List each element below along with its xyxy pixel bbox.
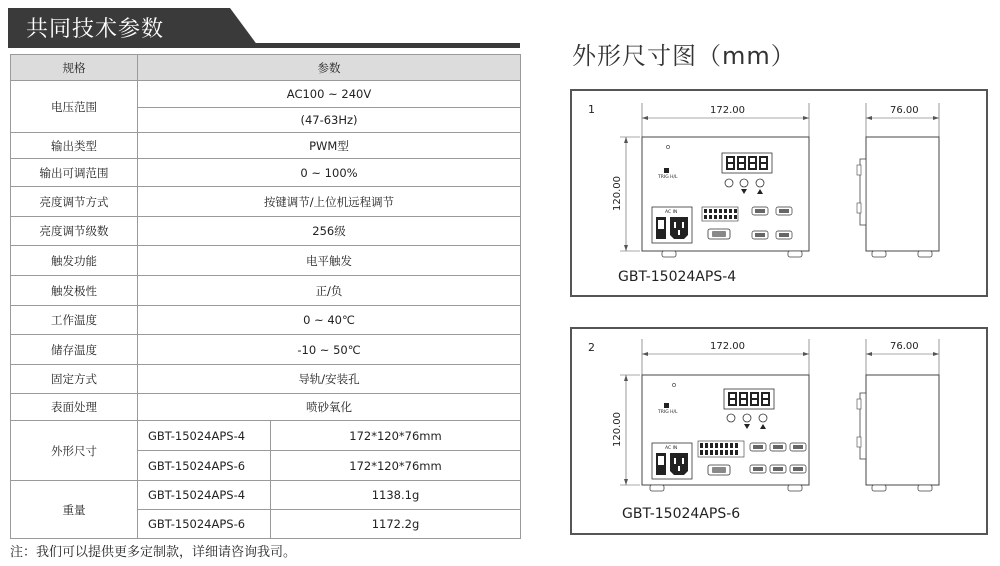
row-label: 亮度调节方式 [11,187,138,217]
row-value: PWM型 [138,133,521,159]
table-row [11,246,521,276]
section-divider [8,43,520,48]
row-label: 表面处理 [11,394,138,421]
size-value: 172*120*76mm [271,421,521,451]
front-and-side-drawing [572,91,986,295]
weight-value: 1138.1g [271,481,521,510]
weight-model: GBT-15024APS-4 [138,481,271,510]
dimension-panel-2 [570,327,988,535]
table-row [11,159,521,187]
row-label: 触发极性 [11,276,138,306]
size-value: 172*120*76mm [271,451,521,481]
width-dimension: 172.00 [710,105,745,116]
row-label: 输出类型 [11,133,138,159]
table-row [11,133,521,159]
table-row [11,217,521,246]
height-dimension: 120.00 [612,412,623,447]
table-row [11,335,521,365]
row-label: 亮度调节级数 [11,217,138,246]
table-row [11,81,521,108]
row-label: 输出可调范围 [11,159,138,187]
row-value: -10 ~ 50℃ [138,335,521,365]
table-row [11,306,521,335]
ac-in-label: AC IN [665,210,678,215]
footnote: 注：我们可以提供更多定制款，详细请咨询我司。 [10,545,297,560]
row-value: 0 ~ 40℃ [138,306,521,335]
dimension-panel-1 [570,89,988,297]
depth-dimension: 76.00 [890,105,919,116]
row-value: 电平触发 [138,246,521,276]
width-dimension: 172.00 [710,341,745,352]
col-header-spec: 规格 [11,55,138,81]
front-and-side-drawing [572,329,986,533]
model-label: GBT-15024APS-6 [622,506,741,522]
row-label: 工作温度 [11,306,138,335]
row-label: 固定方式 [11,365,138,394]
table-row [11,394,521,421]
spec-table [10,54,521,539]
size-model: GBT-15024APS-4 [138,421,271,451]
trig-label: TRIG H/L [658,175,678,180]
row-value: 喷砂氧化 [138,394,521,421]
trig-label: TRIG H/L [658,410,678,415]
row-label-voltage: 电压范围 [11,81,138,133]
table-row [11,421,521,451]
row-value-frequency: (47-63Hz) [138,108,521,133]
row-value: 256级 [138,217,521,246]
row-label: 储存温度 [11,335,138,365]
panel-number: 1 [588,103,595,116]
row-value: 导轨/安装孔 [138,365,521,394]
ac-in-label: AC IN [665,446,678,451]
height-dimension: 120.00 [612,176,623,211]
size-model: GBT-15024APS-6 [138,451,271,481]
row-value-voltage: AC100 ~ 240V [138,81,521,108]
model-label: GBT-15024APS-4 [618,269,737,285]
section-title: 共同技术参数 [26,17,165,42]
table-row [11,365,521,394]
table-row [11,187,521,217]
weight-value: 1172.2g [271,510,521,539]
table-header-row [11,55,521,81]
row-value: 按键调节/上位机远程调节 [138,187,521,217]
row-value: 0 ~ 100% [138,159,521,187]
depth-dimension: 76.00 [890,341,919,352]
table-row [11,481,521,510]
panel-number: 2 [588,341,595,354]
col-header-param: 参数 [138,55,521,81]
row-value: 正/负 [138,276,521,306]
weight-model: GBT-15024APS-6 [138,510,271,539]
table-row [11,276,521,306]
row-label: 触发功能 [11,246,138,276]
dimensions-title: 外形尺寸图（mm） [572,42,796,70]
row-label-size: 外形尺寸 [11,421,138,481]
row-label-weight: 重量 [11,481,138,539]
